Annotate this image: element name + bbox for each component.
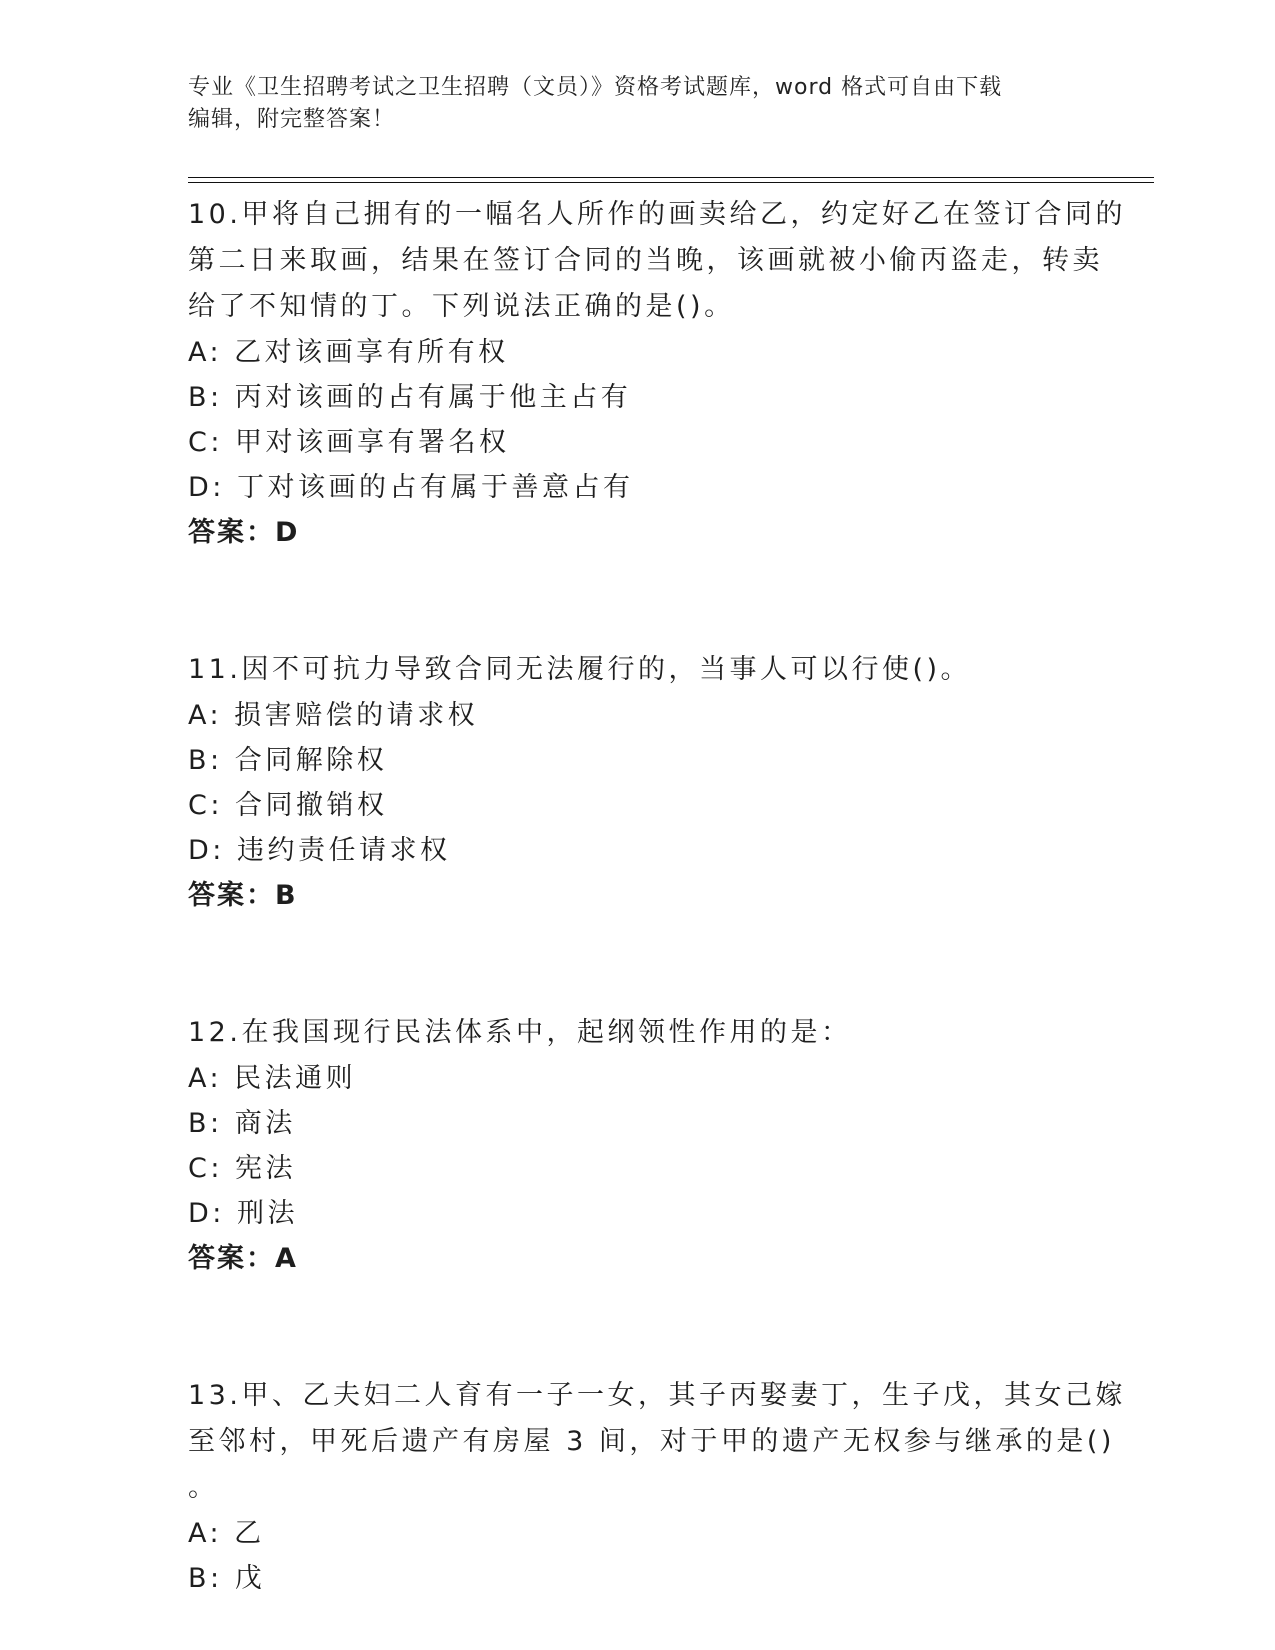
option-d: D: 丁对该画的占有属于善意占有 xyxy=(188,472,634,503)
question-stem-line: 11.因不可抗力导致合同无法履行的，当事人可以行使()。 xyxy=(188,654,972,685)
answer: 答案：A xyxy=(188,1243,298,1274)
option-d: D: 刑法 xyxy=(188,1198,298,1229)
header-line-1: 专业《卫生招聘考试之卫生招聘（文员）》资格考试题库，word 格式可自由下载 xyxy=(188,75,1003,100)
question-spacer xyxy=(188,918,1088,1010)
question-stem xyxy=(188,192,1126,330)
question-12 xyxy=(188,1010,1088,1281)
option-b: B: 戊 xyxy=(188,1563,266,1594)
option-c: C: 合同撤销权 xyxy=(188,790,388,821)
option-b: B: 合同解除权 xyxy=(188,745,388,776)
option-a: A: 损害赔偿的请求权 xyxy=(188,700,479,731)
option-a: A: 乙对该画享有所有权 xyxy=(188,337,509,368)
answer: 答案：D xyxy=(188,517,300,548)
question-stem-line: 。 xyxy=(188,1472,219,1503)
question-13 xyxy=(188,1373,1126,1601)
question-stem-line: 至邻村，甲死后遗产有房屋 3 间，对于甲的遗产无权参与继承的是() xyxy=(188,1426,1115,1457)
question-stem-line: 第二日来取画，结果在签订合同的当晚，该画就被小偷丙盗走，转卖 xyxy=(188,245,1103,276)
question-stem-line: 给了不知情的丁。下列说法正确的是()。 xyxy=(188,291,735,322)
option-b: B: 丙对该画的占有属于他主占有 xyxy=(188,382,632,413)
option-c: C: 甲对该画享有署名权 xyxy=(188,427,510,458)
question-10 xyxy=(188,192,1126,555)
question-stem-line: 10.甲将自己拥有的一幅名人所作的画卖给乙，约定好乙在签订合同的 xyxy=(188,199,1126,230)
document-header xyxy=(188,72,1088,136)
question-11 xyxy=(188,647,1088,918)
option-c: C: 宪法 xyxy=(188,1153,297,1184)
option-d: D: 违约责任请求权 xyxy=(188,835,451,866)
question-stem-line: 13.甲、乙夫妇二人育有一子一女，其子丙娶妻丁，生子戊，其女己嫁 xyxy=(188,1380,1126,1411)
option-a: A: 乙 xyxy=(188,1518,265,1549)
question-stem xyxy=(188,1373,1126,1511)
question-list xyxy=(188,192,1126,1601)
answer: 答案：B xyxy=(188,880,298,911)
header-divider-bottom xyxy=(188,182,1154,183)
question-stem xyxy=(188,1010,1088,1056)
header-line-2: 编辑，附完整答案！ xyxy=(188,107,396,132)
question-spacer xyxy=(188,1281,1088,1373)
question-stem xyxy=(188,647,1088,693)
question-stem-line: 12.在我国现行民法体系中，起纲领性作用的是： xyxy=(188,1017,852,1048)
option-b: B: 商法 xyxy=(188,1108,296,1139)
header-divider-top xyxy=(188,177,1154,178)
option-a: A: 民法通则 xyxy=(188,1063,357,1094)
question-spacer xyxy=(188,555,1088,647)
